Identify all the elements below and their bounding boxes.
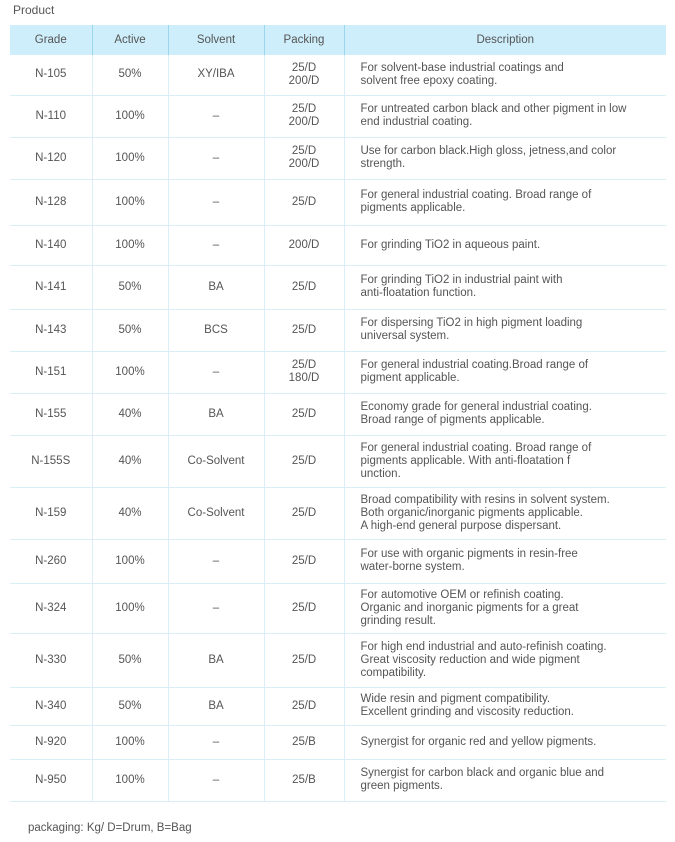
cell-active: 50% bbox=[92, 633, 168, 687]
cell-solvent: BA bbox=[168, 633, 264, 687]
cell-active: 50% bbox=[92, 687, 168, 725]
cell-solvent: – bbox=[168, 759, 264, 801]
cell-packing bbox=[264, 95, 344, 137]
header-description: Description bbox=[344, 25, 666, 55]
description-line: For solvent-base industrial coatings and bbox=[360, 61, 564, 74]
cell-active: 100% bbox=[92, 179, 168, 225]
table-header-row bbox=[10, 25, 666, 55]
cell-grade: N-140 bbox=[10, 225, 92, 265]
cell-active: 100% bbox=[92, 539, 168, 583]
description-line: Excellent grinding and viscosity reduction. bbox=[360, 706, 575, 718]
packing-line: 25/D bbox=[291, 407, 317, 420]
description-line: For dispersing TiO2 in high pigment loading bbox=[360, 317, 583, 329]
cell-active: 100% bbox=[92, 725, 168, 759]
packing-line: 180/D bbox=[288, 372, 320, 384]
section-title: Product bbox=[13, 3, 55, 17]
description-line: Both organic/inorganic pigments applicable. bbox=[360, 506, 583, 519]
cell-description bbox=[344, 487, 666, 539]
cell-active: 40% bbox=[92, 487, 168, 539]
cell-description bbox=[344, 435, 666, 487]
cell-description bbox=[344, 687, 666, 725]
table-row bbox=[10, 55, 666, 95]
description-line: For grinding TiO2 in industrial paint with bbox=[360, 274, 563, 286]
packing-line: 200/D bbox=[288, 116, 320, 128]
header-solvent: Solvent bbox=[168, 25, 264, 55]
cell-description bbox=[344, 583, 666, 633]
description-line: Economy grade for general industrial coating. bbox=[360, 401, 592, 413]
header-packing: Packing bbox=[264, 25, 344, 55]
cell-grade: N-330 bbox=[10, 633, 92, 687]
cell-grade: N-143 bbox=[10, 309, 92, 351]
cell-grade: N-128 bbox=[10, 179, 92, 225]
cell-solvent: Co-Solvent bbox=[168, 435, 264, 487]
cell-description bbox=[344, 55, 666, 95]
cell-solvent: Co-Solvent bbox=[168, 487, 264, 539]
cell-packing bbox=[264, 137, 344, 179]
description-line: Broad range of pigments applicable. bbox=[360, 414, 545, 426]
cell-solvent: – bbox=[168, 583, 264, 633]
table-row bbox=[10, 687, 666, 725]
cell-solvent: – bbox=[168, 95, 264, 137]
cell-grade: N-105 bbox=[10, 55, 92, 95]
packing-line: 25/D bbox=[291, 359, 317, 371]
cell-packing bbox=[264, 55, 344, 95]
cell-description bbox=[344, 309, 666, 351]
cell-grade: N-141 bbox=[10, 265, 92, 309]
description-line: Organic and inorganic pigments for a great bbox=[360, 601, 579, 614]
description-line: Great viscosity reduction and wide pigment bbox=[360, 653, 580, 666]
cell-grade: N-159 bbox=[10, 487, 92, 539]
table-row bbox=[10, 351, 666, 393]
cell-active: 100% bbox=[92, 95, 168, 137]
cell-description bbox=[344, 265, 666, 309]
cell-active: 100% bbox=[92, 583, 168, 633]
cell-grade: N-151 bbox=[10, 351, 92, 393]
packing-line: 25/D bbox=[291, 195, 317, 208]
description-line: compatibility. bbox=[360, 666, 427, 679]
description-line: green pigments. bbox=[360, 780, 443, 792]
description-line: pigment applicable. bbox=[360, 372, 460, 384]
packing-line: 25/D bbox=[291, 699, 317, 712]
description-line: For automotive OEM or refinish coating. bbox=[360, 588, 564, 601]
packing-line: 25/D bbox=[291, 653, 317, 666]
cell-active: 50% bbox=[92, 55, 168, 95]
cell-packing bbox=[264, 351, 344, 393]
cell-description bbox=[344, 137, 666, 179]
table-row bbox=[10, 583, 666, 633]
table-row bbox=[10, 95, 666, 137]
cell-packing bbox=[264, 265, 344, 309]
cell-grade: N-120 bbox=[10, 137, 92, 179]
description-line: For general industrial coating.Broad range of bbox=[360, 359, 589, 371]
cell-packing bbox=[264, 687, 344, 725]
description-line: Synergist for carbon black and organic blue and bbox=[360, 767, 605, 779]
cell-packing bbox=[264, 633, 344, 687]
packing-line: 25/B bbox=[292, 735, 316, 748]
cell-description bbox=[344, 95, 666, 137]
cell-solvent: XY/IBA bbox=[168, 55, 264, 95]
description-line: end industrial coating. bbox=[360, 116, 473, 128]
cell-description bbox=[344, 759, 666, 801]
description-line: For grinding TiO2 in aqueous paint. bbox=[360, 238, 541, 251]
cell-active: 100% bbox=[92, 225, 168, 265]
description-line: solvent free epoxy coating. bbox=[360, 74, 498, 87]
table-row bbox=[10, 435, 666, 487]
packing-line: 25/D bbox=[291, 323, 317, 336]
cell-packing bbox=[264, 393, 344, 435]
cell-packing bbox=[264, 487, 344, 539]
description-line: strength. bbox=[360, 158, 406, 170]
table-row bbox=[10, 225, 666, 265]
cell-solvent: – bbox=[168, 725, 264, 759]
cell-active: 40% bbox=[92, 393, 168, 435]
packing-line: 200/D bbox=[288, 158, 320, 170]
description-line: Broad compatibility with resins in solvent system. bbox=[360, 493, 610, 506]
cell-grade: N-155S bbox=[10, 435, 92, 487]
cell-grade: N-260 bbox=[10, 539, 92, 583]
cell-description bbox=[344, 725, 666, 759]
table-row bbox=[10, 487, 666, 539]
description-line: grinding result. bbox=[360, 614, 436, 627]
packing-line: 25/D bbox=[291, 145, 317, 157]
table-row bbox=[10, 759, 666, 801]
cell-active: 50% bbox=[92, 309, 168, 351]
cell-description bbox=[344, 179, 666, 225]
header-grade: Grade bbox=[10, 25, 92, 55]
description-line: pigments applicable. With anti-floatation f bbox=[360, 454, 571, 467]
cell-solvent: – bbox=[168, 137, 264, 179]
table-row bbox=[10, 725, 666, 759]
header-active: Active bbox=[92, 25, 168, 55]
cell-solvent: BCS bbox=[168, 309, 264, 351]
table-row bbox=[10, 633, 666, 687]
cell-solvent: BA bbox=[168, 265, 264, 309]
cell-packing bbox=[264, 539, 344, 583]
cell-active: 100% bbox=[92, 351, 168, 393]
cell-grade: N-110 bbox=[10, 95, 92, 137]
packing-line: 25/D bbox=[291, 554, 317, 567]
cell-solvent: BA bbox=[168, 393, 264, 435]
cell-packing bbox=[264, 435, 344, 487]
cell-grade: N-155 bbox=[10, 393, 92, 435]
cell-grade: N-950 bbox=[10, 759, 92, 801]
cell-grade: N-340 bbox=[10, 687, 92, 725]
packing-line: 25/D bbox=[291, 61, 317, 74]
description-line: A high-end general purpose dispersant. bbox=[360, 519, 562, 532]
cell-solvent: BA bbox=[168, 687, 264, 725]
description-line: For high end industrial and auto-refinish coating. bbox=[360, 640, 607, 653]
packing-line: 200/D bbox=[288, 238, 320, 251]
table-row bbox=[10, 179, 666, 225]
cell-active: 100% bbox=[92, 137, 168, 179]
description-line: For use with organic pigments in resin-free bbox=[360, 548, 578, 560]
cell-packing bbox=[264, 759, 344, 801]
cell-description bbox=[344, 539, 666, 583]
cell-solvent: – bbox=[168, 539, 264, 583]
cell-description bbox=[344, 225, 666, 265]
cell-description bbox=[344, 393, 666, 435]
description-line: water-borne system. bbox=[360, 561, 465, 573]
description-line: For general industrial coating. Broad range of bbox=[360, 441, 592, 454]
description-line: For untreated carbon black and other pigment in low bbox=[360, 103, 627, 115]
cell-packing bbox=[264, 583, 344, 633]
description-line: Wide resin and pigment compatibility. bbox=[360, 693, 551, 705]
cell-solvent: – bbox=[168, 225, 264, 265]
cell-grade: N-324 bbox=[10, 583, 92, 633]
description-line: For general industrial coating. Broad range of bbox=[360, 189, 592, 201]
packing-line: 200/D bbox=[288, 74, 320, 87]
packaging-note: packaging: Kg/ D=Drum, B=Bag bbox=[28, 822, 192, 834]
cell-solvent: – bbox=[168, 179, 264, 225]
description-line: anti-floatation function. bbox=[360, 287, 477, 299]
cell-active: 40% bbox=[92, 435, 168, 487]
cell-packing bbox=[264, 225, 344, 265]
cell-packing bbox=[264, 725, 344, 759]
table-body bbox=[10, 55, 666, 801]
table-row bbox=[10, 265, 666, 309]
table-row bbox=[10, 539, 666, 583]
cell-description bbox=[344, 351, 666, 393]
packing-line: 25/D bbox=[291, 280, 317, 293]
packing-line: 25/D bbox=[291, 601, 317, 614]
packing-line: 25/B bbox=[292, 773, 316, 786]
cell-solvent: – bbox=[168, 351, 264, 393]
table-row bbox=[10, 137, 666, 179]
description-line: Use for carbon black.High gloss, jetness,and color bbox=[360, 145, 617, 157]
packing-line: 25/D bbox=[291, 103, 317, 115]
cell-description bbox=[344, 633, 666, 687]
description-line: universal system. bbox=[360, 330, 450, 342]
description-line: Synergist for organic red and yellow pigments. bbox=[360, 735, 597, 748]
cell-active: 100% bbox=[92, 759, 168, 801]
cell-packing bbox=[264, 179, 344, 225]
cell-packing bbox=[264, 309, 344, 351]
product-table bbox=[10, 25, 666, 802]
cell-active: 50% bbox=[92, 265, 168, 309]
description-line: unction. bbox=[360, 467, 401, 480]
cell-grade: N-920 bbox=[10, 725, 92, 759]
description-line: pigments applicable. bbox=[360, 202, 466, 214]
table-row bbox=[10, 393, 666, 435]
packing-line: 25/D bbox=[291, 506, 317, 519]
packing-line: 25/D bbox=[291, 454, 317, 467]
table-row bbox=[10, 309, 666, 351]
